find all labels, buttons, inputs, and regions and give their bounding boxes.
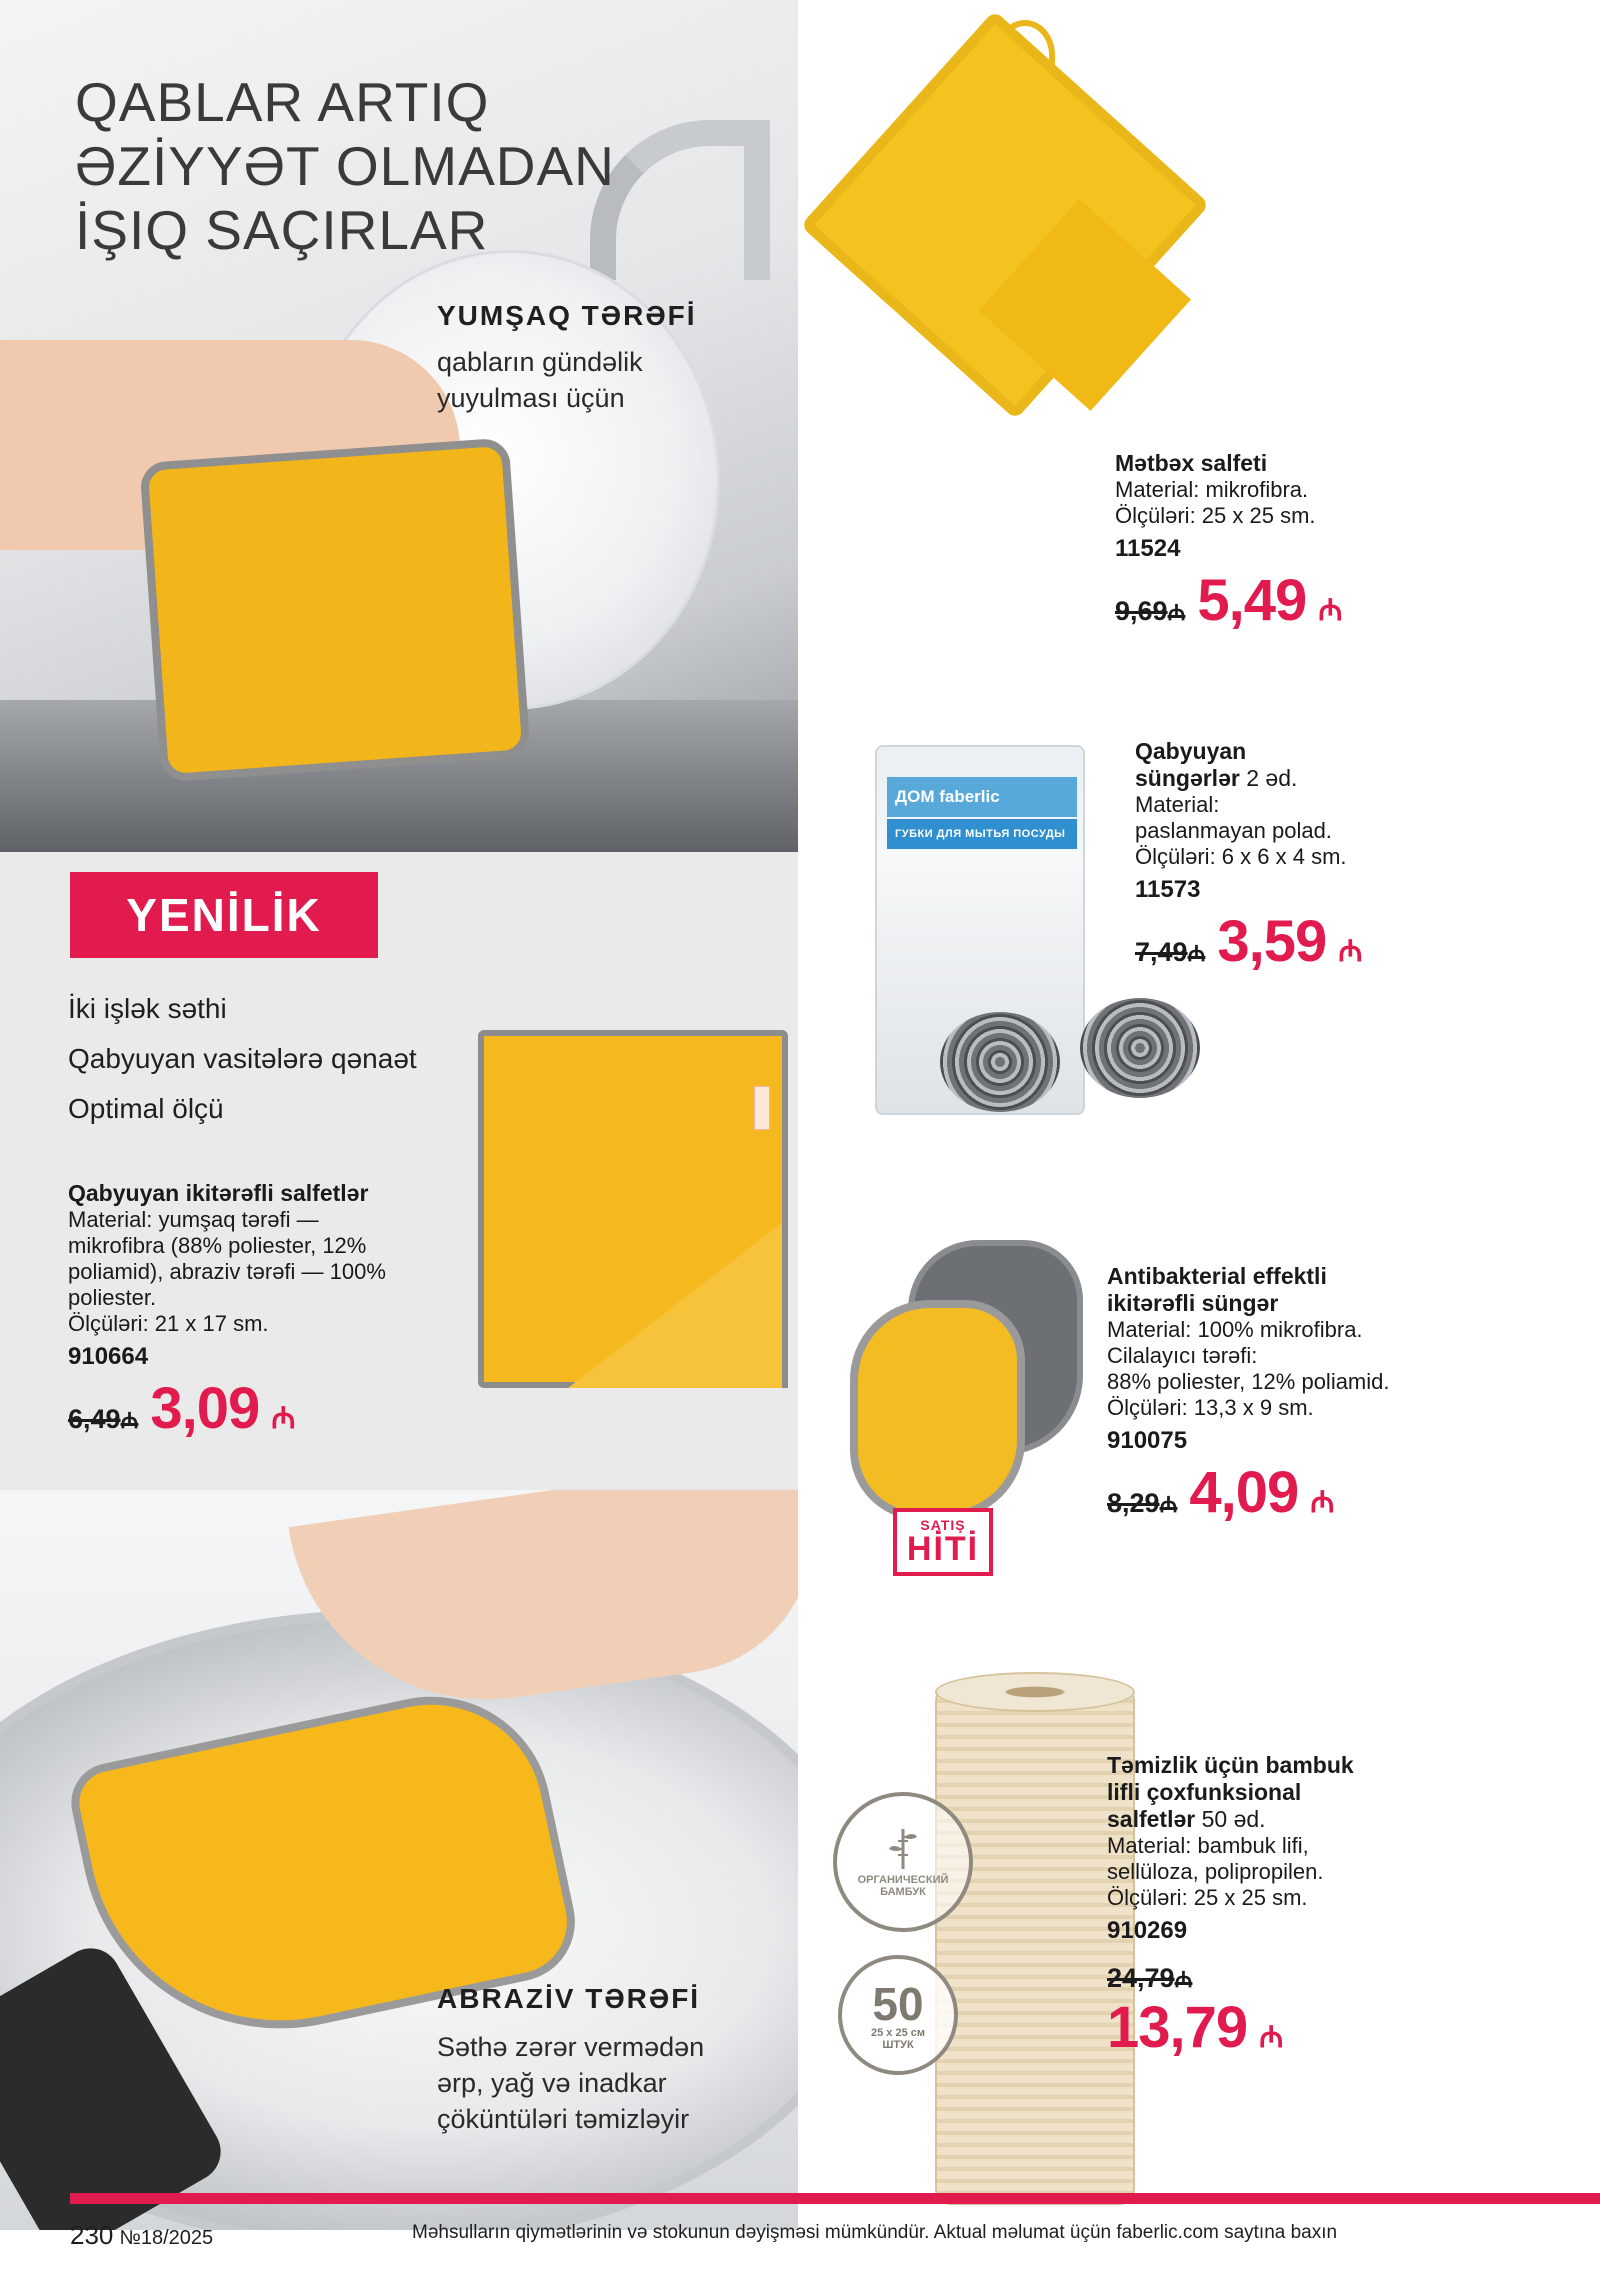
product-code: 910664	[68, 1343, 149, 1370]
price-row	[1107, 1994, 1507, 2061]
product-name	[1135, 738, 1465, 792]
old-price	[1135, 937, 1205, 968]
footer-accent-line	[70, 2193, 1600, 2204]
hero-title-line: ƏZİYYƏT OLMADAN	[75, 135, 615, 197]
kitchen-cloth-image	[800, 10, 1210, 420]
dual-sided-cloth-image	[478, 1030, 788, 1388]
hero-title-line: İŞIQ SAÇIRLAR	[75, 199, 489, 261]
old-price-value: 8,29	[1107, 1488, 1160, 1518]
old-price-value: 9,69	[1115, 596, 1168, 626]
count-stamp	[838, 1955, 958, 2075]
organic-stamp-text: ОРГАНИЧЕСКИЙ БАМБУК	[857, 1873, 949, 1898]
name-line: Təmizlik üçün bambuk	[1107, 1752, 1354, 1778]
product-quantity: 50 əd.	[1201, 1806, 1266, 1832]
page-number	[70, 2220, 213, 2251]
desc-line: Ölçüləri: 25 x 25 sm.	[1107, 1885, 1308, 1910]
product-name	[1115, 450, 1445, 477]
manat-currency-icon: ₼	[1318, 594, 1343, 627]
name-line: Qabyuyan	[1135, 738, 1247, 764]
product-code: 910075	[1107, 1427, 1188, 1454]
soft-side-text	[437, 344, 777, 416]
product-antibacterial-sponge	[1107, 1263, 1507, 1526]
soft-side-text-line: yuyulması üçün	[437, 383, 625, 413]
count-number: 50	[872, 1978, 924, 2030]
package-subtitle-label: ГУБКИ ДЛЯ МЫТЬЯ ПОСУДЫ	[887, 819, 1077, 849]
bamboo-icon	[886, 1827, 920, 1871]
product-steel-sponges	[1135, 738, 1465, 975]
old-price	[1115, 596, 1185, 627]
desc-line: Ölçüləri: 21 x 17 sm.	[68, 1311, 269, 1336]
soft-side-callout	[437, 300, 777, 416]
footer-disclaimer: Məhsulların qiymətlərinin və stokunun dəyişməsi mümkündür. Aktual məlumat üçün faberlic.com saytına baxın	[412, 2222, 1338, 2243]
product-description	[1107, 1317, 1507, 1421]
hero-title-line: QABLAR ARTIQ	[75, 71, 490, 133]
desc-line: mikrofibra (88% poliester, 12%	[68, 1233, 367, 1258]
benefit-item: Qabyuyan vasitələrə qənaət	[68, 1043, 417, 1074]
abrasive-text-line: Səthə zərər vermədən	[437, 2032, 705, 2062]
price-row	[1115, 567, 1445, 634]
manat-currency-icon: ₼	[271, 1402, 296, 1435]
desc-line: paslanmayan polad.	[1135, 818, 1332, 843]
new-badge: YENİLİK	[70, 872, 378, 958]
price-row	[1107, 1459, 1507, 1526]
bestseller-badge	[893, 1508, 993, 1576]
benefit-item: İki işlək səthi	[68, 993, 227, 1024]
soft-side-title: YUMŞAQ TƏRƏFİ	[437, 300, 697, 331]
name-line: salfetlər	[1107, 1806, 1196, 1832]
abrasive-side-title: ABRAZİV TƏRƏFİ	[437, 1983, 701, 2014]
manat-currency-icon: ₼	[1259, 2021, 1284, 2054]
name-line: süngərlər	[1135, 765, 1240, 791]
manat-currency-icon: ₼	[1310, 1486, 1335, 1519]
desc-line: Ölçüləri: 25 x 25 sm.	[1115, 503, 1316, 528]
new-price: 4,09	[1189, 1460, 1299, 1525]
manat-currency-icon: ₼	[1187, 941, 1206, 966]
roll-top-shape	[935, 1672, 1135, 1712]
bestseller-badge-top: SATIŞ	[920, 1517, 966, 1533]
steel-sponge-shape	[940, 1012, 1060, 1112]
steel-sponge-shape	[1080, 998, 1200, 1098]
manat-currency-icon: ₼	[1174, 1967, 1193, 1992]
count-size: 25 x 25 см	[870, 2027, 925, 2039]
old-price	[1107, 1488, 1177, 1519]
new-price: 13,79	[1107, 1995, 1248, 2060]
desc-line: 88% poliester, 12% poliamid.	[1107, 1369, 1390, 1394]
bestseller-badge-bottom: HİTİ	[906, 1530, 980, 1568]
catalog-issue: №18/2025	[119, 2227, 214, 2249]
package-brand-label: ДОМ faberlic	[887, 777, 1077, 817]
desc-line: Material: yumşaq tərəfi —	[68, 1207, 319, 1232]
name-line: lifli çoxfunksional	[1107, 1779, 1302, 1805]
old-price-value: 24,79	[1107, 1963, 1175, 1993]
cloth-tag-shape	[754, 1086, 770, 1130]
old-price-value: 6,49	[68, 1404, 121, 1434]
sponge-yellow-side-image	[850, 1300, 1025, 1520]
product-description	[68, 1207, 468, 1337]
abrasive-side-text	[437, 2029, 777, 2137]
product-code: 910269	[1107, 1917, 1188, 1944]
old-price-value: 7,49	[1135, 937, 1188, 967]
desc-line: poliester.	[68, 1285, 157, 1310]
product-code: 11524	[1115, 535, 1181, 562]
product-description	[1115, 477, 1445, 529]
product-dual-cloth	[68, 1180, 468, 1442]
product-kitchen-cloth	[1115, 450, 1445, 634]
product-description	[1135, 792, 1465, 870]
page-number-value: 230	[70, 2220, 114, 2250]
product-name	[1107, 1752, 1507, 1833]
old-price	[1107, 1963, 1192, 1994]
soft-side-text-line: qabların gündəlik	[437, 347, 643, 377]
price-row	[68, 1375, 468, 1442]
product-name: Qabyuyan ikitərəfli salfetlər	[68, 1180, 369, 1206]
manat-currency-icon: ₼	[120, 1408, 139, 1433]
manat-currency-icon: ₼	[1167, 600, 1186, 625]
desc-line: poliamid), abraziv tərəfi — 100%	[68, 1259, 386, 1284]
desc-line: Cilalayıcı tərəfi:	[1107, 1343, 1258, 1368]
abrasive-side-callout	[437, 1983, 777, 2137]
desc-line: Material: mikrofibra.	[1115, 477, 1309, 502]
new-price: 3,59	[1217, 909, 1327, 974]
old-price	[68, 1404, 138, 1435]
abrasive-text-line: ərp, yağ və inadkar	[437, 2068, 667, 2098]
name-line: Mətbəx salfeti	[1115, 450, 1268, 476]
product-name	[1107, 1263, 1507, 1317]
desc-line: Ölçüləri: 13,3 x 9 sm.	[1107, 1395, 1314, 1420]
old-price-row	[1107, 1963, 1507, 1994]
organic-bamboo-stamp	[833, 1792, 973, 1932]
product-description	[1107, 1833, 1507, 1911]
bamboo-towel-roll-image	[935, 1685, 1135, 2205]
manat-currency-icon: ₼	[1338, 935, 1363, 968]
desc-line: Material: 100% mikrofibra.	[1107, 1317, 1363, 1342]
product-bamboo-towels	[1107, 1752, 1507, 2061]
desc-line: Material:	[1135, 792, 1220, 817]
product-code: 11573	[1135, 876, 1201, 903]
yellow-cloth-shape	[139, 437, 530, 782]
new-price: 3,09	[150, 1376, 260, 1441]
desc-line: Material: bambuk lifi,	[1107, 1833, 1309, 1858]
new-price: 5,49	[1197, 568, 1307, 633]
price-row	[1135, 908, 1465, 975]
cloth-fold-shape	[568, 1218, 788, 1388]
name-line: ikitərəfli süngər	[1107, 1290, 1279, 1316]
abrasive-text-line: çöküntüləri təmizləyir	[437, 2104, 690, 2134]
manat-currency-icon: ₼	[1159, 1492, 1178, 1517]
product-quantity: 2 əd.	[1246, 765, 1298, 791]
benefit-item: Optimal ölçü	[68, 1093, 224, 1124]
count-unit: ШТУК	[882, 2039, 914, 2051]
desc-line: sellüloza, polipropilen.	[1107, 1859, 1324, 1884]
name-line: Antibakterial effektli	[1107, 1263, 1327, 1289]
hero-title	[75, 70, 775, 262]
desc-line: Ölçüləri: 6 x 6 x 4 sm.	[1135, 844, 1347, 869]
